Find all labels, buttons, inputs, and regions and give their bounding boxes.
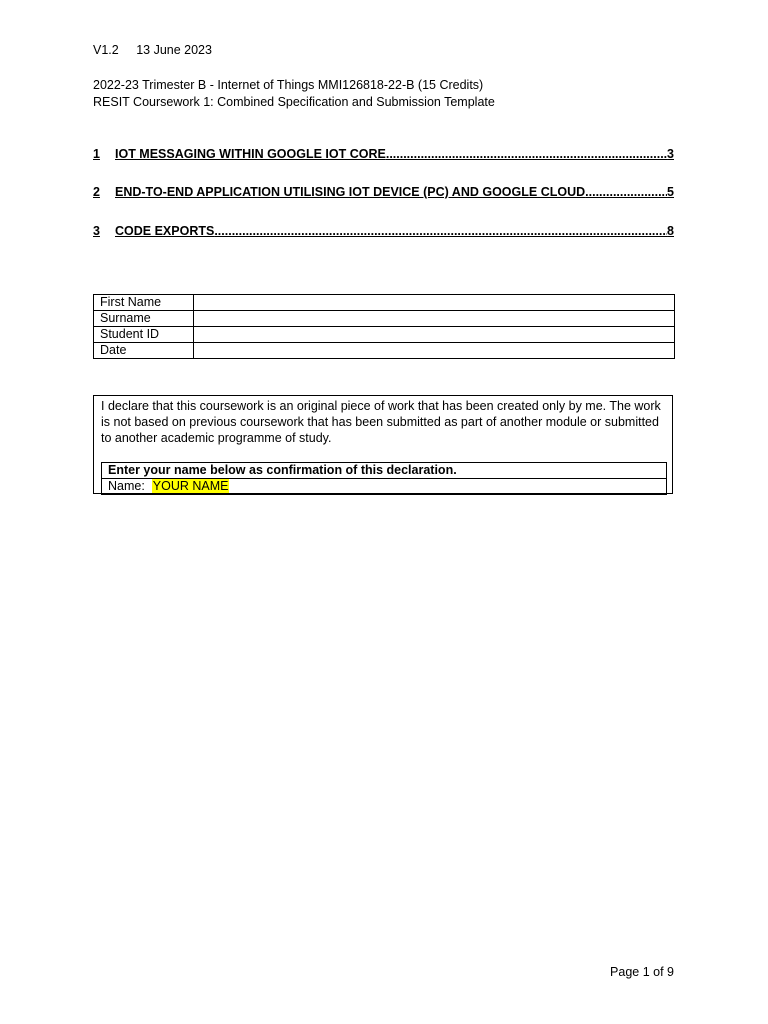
toc-title: END-TO-END APPLICATION UTILISING IOT DEVICE (PC) AND GOOGLE CLOUD <box>115 185 586 199</box>
coursework-title: RESIT Coursework 1: Combined Specification and Submission Template <box>93 95 495 109</box>
table-row <box>102 463 667 479</box>
toc-entry-2[interactable] <box>93 185 674 199</box>
toc-leader <box>214 224 667 238</box>
toc-leader <box>386 147 667 161</box>
toc-leader <box>585 185 667 199</box>
toc-page: 3 <box>667 147 674 161</box>
course-info <box>93 77 495 111</box>
table-row <box>94 343 675 359</box>
name-value[interactable]: YOUR NAME <box>152 479 229 493</box>
toc-number: 2 <box>93 185 100 199</box>
toc-entry-3[interactable] <box>93 224 674 238</box>
table-row <box>94 327 675 343</box>
version-number: V1.2 <box>93 43 119 57</box>
course-title: 2022-23 Trimester B - Internet of Things MMI126818-22-B (15 Credits) <box>93 78 484 92</box>
toc-number: 3 <box>93 224 100 238</box>
table-row <box>94 311 675 327</box>
date-field[interactable] <box>194 343 675 359</box>
student-id-label: Student ID <box>94 327 194 343</box>
toc-page: 5 <box>667 185 674 199</box>
toc-number: 1 <box>93 147 100 161</box>
student-id-field[interactable] <box>194 327 675 343</box>
toc-entry-1[interactable] <box>93 147 674 161</box>
name-cell[interactable] <box>102 479 667 495</box>
table-row <box>102 479 667 495</box>
version-date: 13 June 2023 <box>136 43 212 57</box>
toc-title: CODE EXPORTS <box>115 224 215 238</box>
first-name-field[interactable] <box>194 295 675 311</box>
name-label: Name: <box>108 479 145 493</box>
toc-page: 8 <box>667 224 674 238</box>
confirmation-table <box>101 462 667 495</box>
toc-title: IOT MESSAGING WITHIN GOOGLE IOT CORE <box>115 147 386 161</box>
surname-label: Surname <box>94 311 194 327</box>
declaration-text: I declare that this coursework is an original piece of work that has been created only by me. The work is not based on previous coursework that has been submitted as part of another module or submitted to another academic programme of study. <box>101 399 661 445</box>
confirmation-heading: Enter your name below as confirmation of this declaration. <box>102 463 667 479</box>
surname-field[interactable] <box>194 311 675 327</box>
student-details-table <box>93 294 675 359</box>
table-row <box>94 295 675 311</box>
date-label: Date <box>94 343 194 359</box>
version-line <box>93 43 226 57</box>
declaration-box <box>93 395 673 494</box>
page-number: Page 1 of 9 <box>610 965 674 979</box>
first-name-label: First Name <box>94 295 194 311</box>
